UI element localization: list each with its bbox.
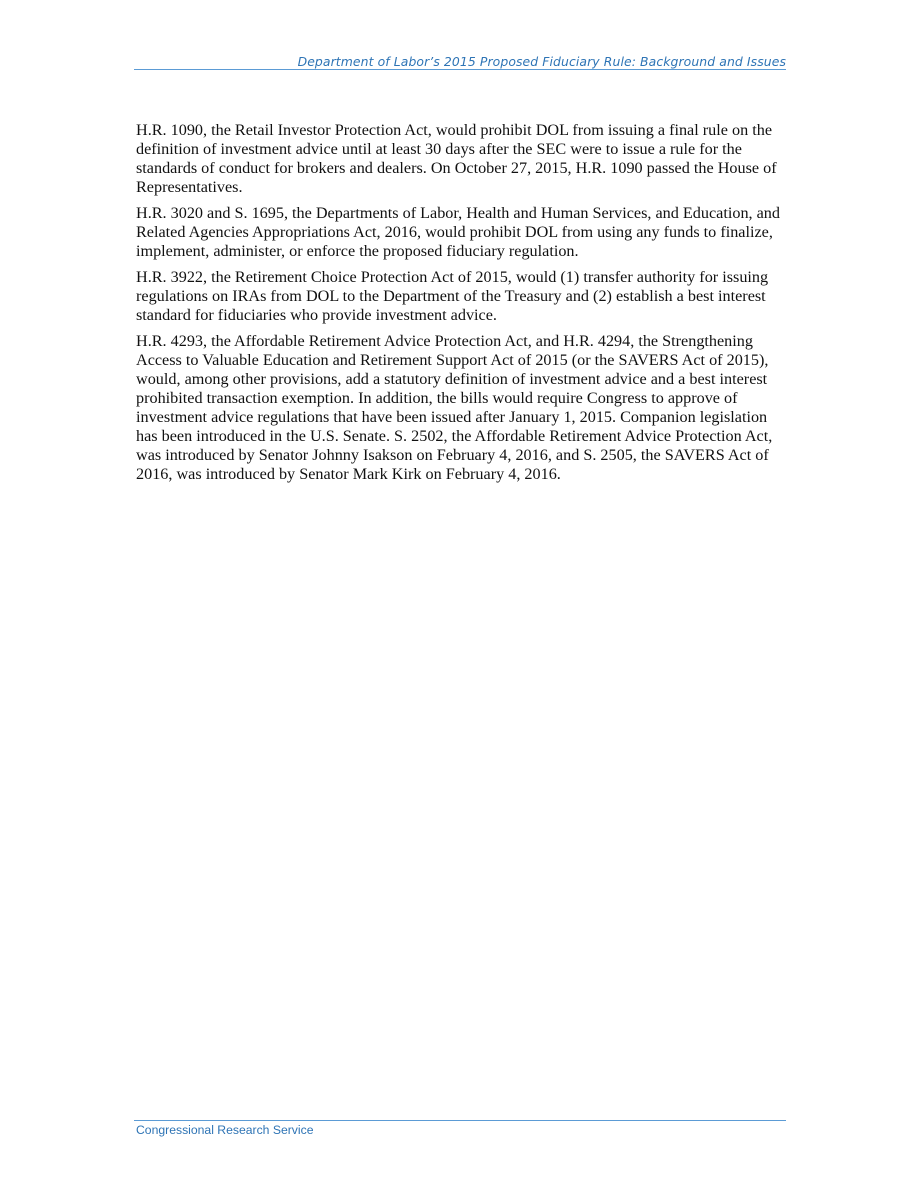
paragraph-hr-3020: H.R. 3020 and S. 1695, the Departments of Labor, Health and Human Services, and Education, and Related Agencies Appropriations Act, 2016, would prohibit DOL from using any funds to finalize, implement, administer, or enforce the proposed fiduciary regulation. (136, 204, 780, 260)
paragraph-hr-4293: H.R. 4293, the Affordable Retirement Advice Protection Act, and H.R. 4294, the Strengthening Access to Valuable Education and Retirement Support Act of 2015 (or the SAVERS Act of 2015), would, among other provisions, add a statutory definition of investment advice and a best interest prohibited transaction exemption. In addition, the bills would require Congress to approve of investment advice regulations that have been issued after January 1, 2015. Companion legislation has been introduced in the U.S. Senate. S. 2502, the Affordable Retirement Advice Protection Act, was introduced by Senator Johnny Isakson on February 4, 2016, and S. 2505, the SAVERS Act of 2016, was introduced by Senator Mark Kirk on February 4, 2016. (136, 332, 773, 483)
running-header-title: Department of Labor’s 2015 Proposed Fiduciary Rule: Background and Issues (297, 54, 786, 69)
footer-divider (134, 1120, 786, 1121)
footer-publisher: Congressional Research Service (136, 1123, 314, 1137)
document-body (136, 121, 786, 491)
paragraph-hr-1090: H.R. 1090, the Retail Investor Protection Act, would prohibit DOL from issuing a final rule on the definition of investment advice until at least 30 days after the SEC were to issue a rule for the standards of conduct for brokers and dealers. On October 27, 2015, H.R. 1090 passed the House of Representatives. (136, 121, 777, 196)
paragraph-hr-3922: H.R. 3922, the Retirement Choice Protection Act of 2015, would (1) transfer authority for issuing regulations on IRAs from DOL to the Department of the Treasury and (2) establish a best interest standard for fiduciaries who provide investment advice. (136, 268, 769, 324)
header-divider (134, 69, 786, 70)
